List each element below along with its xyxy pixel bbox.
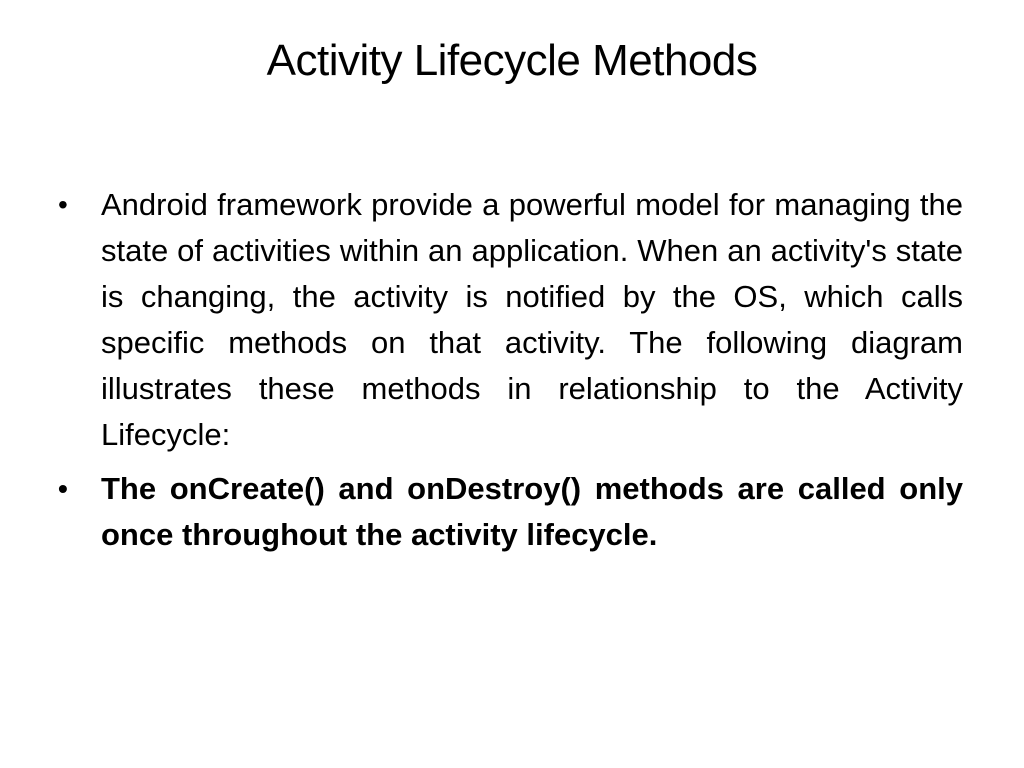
- slide-title: Activity Lifecycle Methods: [266, 36, 758, 85]
- bullet-list: [58, 182, 963, 566]
- bullet-item-framework-model: [58, 182, 963, 458]
- bullet-icon: •: [58, 189, 68, 220]
- bullet-text-framework-model: Android framework provide a powerful model for managing the state of activities within an application. When an activity's state is changing, the activity is notified by the OS, which calls specific methods on that activity. The following diagram illustrates these methods in relationship to the Activity Lifecycle:: [101, 187, 963, 452]
- bullet-item-oncreate-ondestroy: [58, 466, 963, 558]
- bullet-text-oncreate-ondestroy: The onCreate() and onDestroy() methods are called only once throughout the activity lifecycle.: [101, 471, 963, 552]
- bullet-icon: •: [58, 473, 68, 504]
